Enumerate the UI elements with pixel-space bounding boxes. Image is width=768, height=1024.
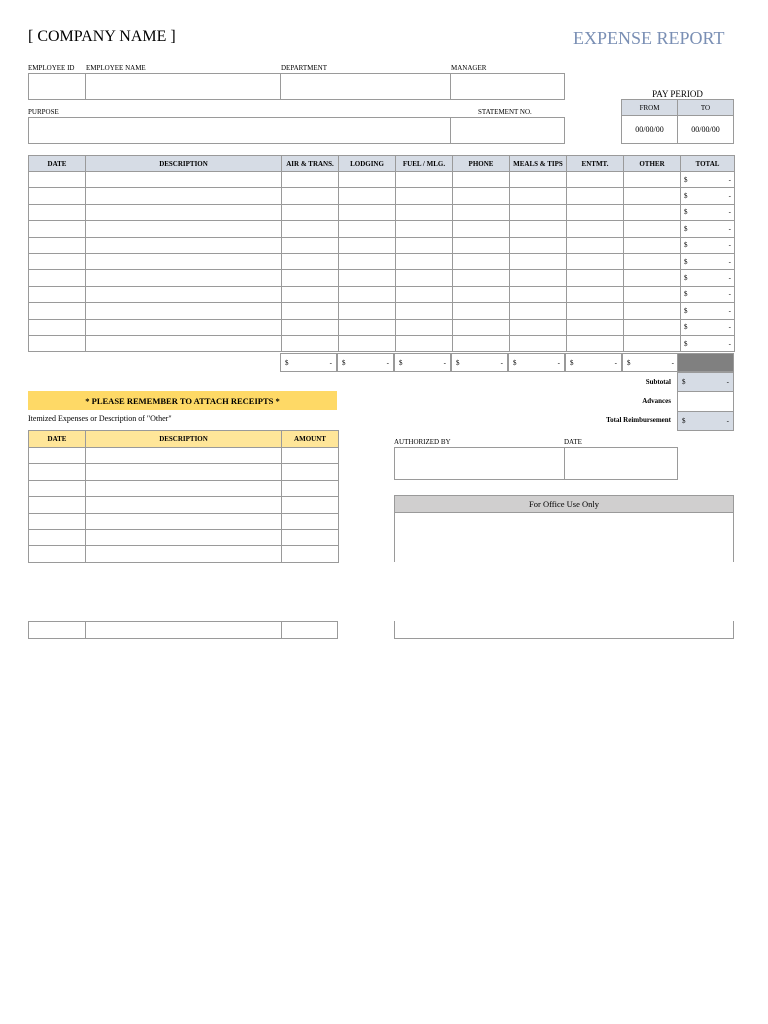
- currency-symbol: $: [513, 358, 517, 367]
- pay-period-to-field[interactable]: 00/00/00: [677, 115, 734, 144]
- expense-cell[interactable]: [567, 319, 624, 335]
- employee-name-field[interactable]: [85, 73, 281, 100]
- expense-cell[interactable]: [681, 237, 735, 253]
- itemized-cell[interactable]: [29, 497, 86, 513]
- expense-cell[interactable]: [453, 303, 510, 319]
- itemized-cell[interactable]: [29, 529, 86, 545]
- expense-cell[interactable]: [567, 253, 624, 269]
- currency-symbol: $: [627, 358, 631, 367]
- company-name: [ COMPANY NAME ]: [28, 28, 176, 45]
- expense-cell[interactable]: [29, 319, 86, 335]
- expense-cell[interactable]: [681, 286, 735, 302]
- expense-cell[interactable]: [567, 237, 624, 253]
- expense-cell[interactable]: [86, 253, 282, 269]
- expense-cell[interactable]: [624, 204, 681, 220]
- expense-cell[interactable]: [624, 237, 681, 253]
- office-use-area-continued[interactable]: [394, 621, 734, 639]
- amount-dash: -: [728, 339, 731, 348]
- expense-cell[interactable]: [453, 188, 510, 204]
- table-row: [29, 172, 735, 188]
- employee-id-label: EMPLOYEE ID: [28, 64, 75, 72]
- expense-cell[interactable]: [29, 286, 86, 302]
- table-row: [29, 497, 339, 513]
- authorized-by-field[interactable]: [394, 447, 565, 480]
- expense-cell[interactable]: [282, 286, 339, 302]
- itemized-cell[interactable]: [282, 464, 339, 480]
- expense-cell[interactable]: [624, 172, 681, 188]
- column-total-cell[interactable]: [451, 353, 508, 372]
- itemized-cell[interactable]: [86, 497, 282, 513]
- currency-symbol: $: [342, 358, 346, 367]
- statement-no-field[interactable]: [450, 117, 565, 144]
- currency-symbol: $: [684, 274, 688, 283]
- expense-cell[interactable]: [567, 221, 624, 237]
- expense-cell[interactable]: [453, 253, 510, 269]
- expense-cell[interactable]: [624, 221, 681, 237]
- expense-cell[interactable]: [396, 286, 453, 302]
- table-row: [29, 319, 735, 335]
- expense-cell[interactable]: [339, 253, 396, 269]
- expense-cell[interactable]: [339, 188, 396, 204]
- statement-no-label: STATEMENT NO.: [478, 108, 532, 116]
- pay-period-title: PAY PERIOD: [652, 89, 703, 99]
- itemized-column-header: AMOUNT: [282, 431, 339, 448]
- table-row: [29, 335, 735, 351]
- expense-cell[interactable]: [339, 286, 396, 302]
- advances-field[interactable]: [677, 391, 734, 412]
- amount-dash: -: [671, 358, 674, 367]
- amount-dash: -: [728, 290, 731, 299]
- expense-cell[interactable]: [86, 303, 282, 319]
- expense-cell[interactable]: [339, 270, 396, 286]
- expense-cell[interactable]: [29, 172, 86, 188]
- expense-cell[interactable]: [510, 335, 567, 351]
- currency-symbol: $: [684, 208, 688, 217]
- expense-cell[interactable]: [282, 319, 339, 335]
- currency-symbol: $: [399, 358, 403, 367]
- expense-cell[interactable]: [624, 188, 681, 204]
- expense-cell[interactable]: [282, 172, 339, 188]
- column-header: TOTAL: [681, 156, 735, 172]
- expense-cell[interactable]: [396, 270, 453, 286]
- table-row: [29, 253, 735, 269]
- amount-dash: -: [728, 274, 731, 283]
- expense-cell[interactable]: [339, 319, 396, 335]
- currency-symbol: $: [684, 241, 688, 250]
- expense-cell[interactable]: [86, 188, 282, 204]
- expense-cell[interactable]: [453, 286, 510, 302]
- expense-cell[interactable]: [453, 270, 510, 286]
- subtotal-value[interactable]: [677, 372, 734, 392]
- expense-table: [28, 155, 735, 352]
- currency-symbol: $: [682, 378, 686, 386]
- column-header: FUEL / MLG.: [396, 156, 453, 172]
- currency-symbol: $: [456, 358, 460, 367]
- expense-cell[interactable]: [453, 221, 510, 237]
- expense-cell[interactable]: [681, 270, 735, 286]
- amount-dash: -: [728, 175, 731, 184]
- itemized-cell[interactable]: [86, 480, 282, 496]
- column-header: MEALS & TIPS: [510, 156, 567, 172]
- table-row: [29, 448, 339, 464]
- department-label: DEPARTMENT: [281, 64, 327, 72]
- expense-cell[interactable]: [624, 303, 681, 319]
- expense-cell[interactable]: [453, 335, 510, 351]
- itemized-amount-cell[interactable]: [282, 622, 337, 638]
- amount-dash: -: [728, 323, 731, 332]
- expense-cell[interactable]: [624, 286, 681, 302]
- itemized-cell[interactable]: [29, 464, 86, 480]
- amount-dash: -: [500, 358, 503, 367]
- table-row: [29, 237, 735, 253]
- column-header: DESCRIPTION: [86, 156, 282, 172]
- expense-cell[interactable]: [282, 303, 339, 319]
- expense-cell[interactable]: [282, 188, 339, 204]
- expense-cell[interactable]: [396, 221, 453, 237]
- expense-cell[interactable]: [567, 204, 624, 220]
- itemized-cell[interactable]: [282, 497, 339, 513]
- expense-cell[interactable]: [681, 303, 735, 319]
- expense-cell[interactable]: [453, 172, 510, 188]
- itemized-cell[interactable]: [282, 448, 339, 464]
- expense-cell[interactable]: [282, 237, 339, 253]
- expense-cell[interactable]: [339, 303, 396, 319]
- amount-dash: -: [386, 358, 389, 367]
- itemized-description-cell[interactable]: [86, 622, 282, 638]
- itemized-cell[interactable]: [29, 448, 86, 464]
- expense-cell[interactable]: [624, 253, 681, 269]
- amount-dash: -: [728, 192, 731, 201]
- expense-cell[interactable]: [567, 286, 624, 302]
- expense-cell[interactable]: [29, 270, 86, 286]
- amount-dash: -: [728, 241, 731, 250]
- expense-cell[interactable]: [86, 172, 282, 188]
- column-header: DATE: [29, 156, 86, 172]
- expense-cell[interactable]: [681, 188, 735, 204]
- authorized-by-label: AUTHORIZED BY: [394, 438, 451, 446]
- itemized-cell[interactable]: [282, 546, 339, 562]
- authorization-date-field[interactable]: [564, 447, 678, 480]
- attach-receipts-notice: * PLEASE REMEMBER TO ATTACH RECEIPTS *: [28, 391, 337, 410]
- itemized-table: [28, 430, 339, 563]
- amount-dash: -: [726, 378, 729, 386]
- expense-cell[interactable]: [396, 319, 453, 335]
- expense-cell[interactable]: [282, 270, 339, 286]
- expense-cell[interactable]: [510, 237, 567, 253]
- amount-dash: -: [726, 417, 729, 425]
- currency-symbol: $: [684, 323, 688, 332]
- itemized-cell[interactable]: [29, 513, 86, 529]
- employee-name-label: EMPLOYEE NAME: [86, 64, 146, 72]
- expense-cell[interactable]: [86, 204, 282, 220]
- pay-period-from-field[interactable]: 00/00/00: [621, 115, 678, 144]
- pay-period-to-label: TO: [677, 99, 734, 116]
- expense-cell[interactable]: [29, 253, 86, 269]
- expense-cell[interactable]: [624, 319, 681, 335]
- expense-cell[interactable]: [86, 286, 282, 302]
- expense-cell[interactable]: [567, 303, 624, 319]
- column-total-cell[interactable]: [508, 353, 565, 372]
- expense-cell[interactable]: [86, 319, 282, 335]
- currency-symbol: $: [684, 290, 688, 299]
- currency-symbol: $: [684, 175, 688, 184]
- currency-symbol: $: [684, 257, 688, 266]
- expense-cell[interactable]: [282, 204, 339, 220]
- expense-cell[interactable]: [681, 253, 735, 269]
- column-header: ENTMT.: [567, 156, 624, 172]
- amount-dash: -: [728, 306, 731, 315]
- amount-dash: -: [728, 257, 731, 266]
- authorization-date-label: DATE: [564, 438, 582, 446]
- expense-cell[interactable]: [510, 188, 567, 204]
- expense-cell[interactable]: [510, 253, 567, 269]
- expense-cell[interactable]: [29, 188, 86, 204]
- expense-cell[interactable]: [681, 319, 735, 335]
- expense-cell[interactable]: [567, 172, 624, 188]
- table-row: [29, 464, 339, 480]
- itemized-cell[interactable]: [282, 480, 339, 496]
- expense-cell[interactable]: [86, 221, 282, 237]
- expense-cell[interactable]: [396, 237, 453, 253]
- expense-cell[interactable]: [681, 204, 735, 220]
- currency-symbol: $: [570, 358, 574, 367]
- itemized-cell[interactable]: [29, 480, 86, 496]
- table-row: [29, 286, 735, 302]
- purpose-label: PURPOSE: [28, 108, 59, 116]
- itemized-column-header: DATE: [29, 431, 86, 448]
- total-reimbursement-label: Total Reimbursement: [606, 416, 671, 424]
- table-row: [29, 513, 339, 529]
- currency-symbol: $: [285, 358, 289, 367]
- itemized-continuation-row[interactable]: [28, 621, 338, 639]
- itemized-cell[interactable]: [86, 464, 282, 480]
- total-reimbursement-value[interactable]: [677, 411, 734, 431]
- manager-label: MANAGER: [451, 64, 487, 72]
- expense-cell[interactable]: [339, 221, 396, 237]
- table-row: [29, 221, 735, 237]
- expense-cell[interactable]: [681, 335, 735, 351]
- expense-cell[interactable]: [86, 237, 282, 253]
- itemized-expenses-label: Itemized Expenses or Description of "Other": [28, 414, 172, 423]
- expense-cell[interactable]: [396, 172, 453, 188]
- column-header: OTHER: [624, 156, 681, 172]
- column-total-cell[interactable]: [394, 353, 451, 372]
- table-row: [29, 529, 339, 545]
- expense-cell[interactable]: [282, 221, 339, 237]
- itemized-cell[interactable]: [86, 546, 282, 562]
- amount-dash: -: [728, 208, 731, 217]
- report-title: EXPENSE REPORT: [573, 28, 725, 48]
- expense-cell[interactable]: [396, 204, 453, 220]
- table-row: [29, 188, 735, 204]
- department-field[interactable]: [280, 73, 451, 100]
- expense-cell[interactable]: [510, 286, 567, 302]
- employee-id-field[interactable]: [28, 73, 86, 100]
- column-total-cell[interactable]: [337, 353, 394, 372]
- expense-cell[interactable]: [453, 204, 510, 220]
- currency-symbol: $: [684, 192, 688, 201]
- itemized-cell[interactable]: [29, 546, 86, 562]
- purpose-field[interactable]: [28, 117, 451, 144]
- manager-field[interactable]: [450, 73, 565, 100]
- itemized-cell[interactable]: [86, 448, 282, 464]
- office-use-area[interactable]: [394, 512, 734, 562]
- itemized-cell[interactable]: [86, 529, 282, 545]
- itemized-cell[interactable]: [86, 513, 282, 529]
- advances-label: Advances: [642, 397, 671, 405]
- expense-cell[interactable]: [510, 172, 567, 188]
- expense-cell[interactable]: [624, 335, 681, 351]
- currency-symbol: $: [684, 339, 688, 348]
- expense-cell[interactable]: [29, 204, 86, 220]
- expense-cell[interactable]: [86, 270, 282, 286]
- table-row: [29, 303, 735, 319]
- expense-cell[interactable]: [624, 270, 681, 286]
- expense-cell[interactable]: [396, 303, 453, 319]
- expense-cell[interactable]: [510, 303, 567, 319]
- table-row: [29, 270, 735, 286]
- expense-cell[interactable]: [29, 237, 86, 253]
- expense-cell[interactable]: [453, 319, 510, 335]
- expense-cell[interactable]: [282, 253, 339, 269]
- expense-cell[interactable]: [339, 335, 396, 351]
- column-header: PHONE: [453, 156, 510, 172]
- amount-dash: -: [329, 358, 332, 367]
- expense-cell[interactable]: [681, 221, 735, 237]
- itemized-cell[interactable]: [282, 513, 339, 529]
- currency-symbol: $: [684, 306, 688, 315]
- table-row: [29, 546, 339, 562]
- expense-cell[interactable]: [396, 335, 453, 351]
- expense-cell[interactable]: [282, 335, 339, 351]
- itemized-date-cell[interactable]: [29, 622, 86, 638]
- column-total-cell[interactable]: [622, 353, 679, 372]
- expense-cell[interactable]: [339, 204, 396, 220]
- amount-dash: -: [728, 224, 731, 233]
- expense-cell[interactable]: [567, 335, 624, 351]
- itemized-cell[interactable]: [282, 529, 339, 545]
- expense-cell[interactable]: [510, 204, 567, 220]
- expense-cell[interactable]: [510, 270, 567, 286]
- itemized-column-header: DESCRIPTION: [86, 431, 282, 448]
- expense-cell[interactable]: [567, 270, 624, 286]
- expense-cell[interactable]: [510, 319, 567, 335]
- expense-cell[interactable]: [29, 221, 86, 237]
- currency-symbol: $: [684, 224, 688, 233]
- expense-cell[interactable]: [567, 188, 624, 204]
- expense-cell[interactable]: [29, 303, 86, 319]
- column-total-cell[interactable]: [565, 353, 622, 372]
- grand-total-filler: [677, 353, 734, 372]
- expense-cell[interactable]: [86, 335, 282, 351]
- amount-dash: -: [557, 358, 560, 367]
- amount-dash: -: [614, 358, 617, 367]
- subtotal-label: Subtotal: [645, 378, 671, 386]
- office-use-header: For Office Use Only: [394, 495, 734, 513]
- expense-cell[interactable]: [339, 237, 396, 253]
- expense-cell[interactable]: [396, 253, 453, 269]
- expense-cell[interactable]: [681, 172, 735, 188]
- column-header: AIR & TRANS.: [282, 156, 339, 172]
- table-row: [29, 480, 339, 496]
- table-row: [29, 204, 735, 220]
- column-total-cell[interactable]: [280, 353, 337, 372]
- expense-cell[interactable]: [396, 188, 453, 204]
- column-header: LODGING: [339, 156, 396, 172]
- currency-symbol: $: [682, 417, 686, 425]
- expense-cell[interactable]: [510, 221, 567, 237]
- pay-period-from-label: FROM: [621, 99, 678, 116]
- expense-cell[interactable]: [339, 172, 396, 188]
- amount-dash: -: [443, 358, 446, 367]
- expense-cell[interactable]: [453, 237, 510, 253]
- expense-cell[interactable]: [29, 335, 86, 351]
